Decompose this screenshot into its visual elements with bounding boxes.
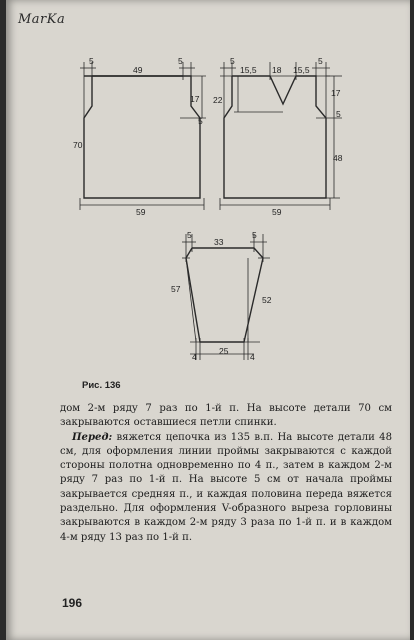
sleeve-bottom-width: 25 — [219, 346, 229, 356]
instructions-text — [60, 402, 392, 545]
sleeve-offset-right: 5 — [252, 230, 257, 240]
front-neck-depth: 22 — [213, 95, 223, 105]
sleeve-top-width: 33 — [214, 237, 224, 247]
paragraph-back: дом 2-м ряду 7 раз по 1-й п. На высоте детали 70 см закрываются оставшиеся петли спинки. — [60, 403, 392, 429]
front-armhole-depth: 17 — [331, 88, 341, 98]
sleeve-bottom-offset-right: 4 — [250, 352, 255, 362]
back-armhole-shift: 5 — [198, 116, 203, 126]
figure-caption: Рис. 136 — [82, 380, 121, 391]
front-neck-width: 18 — [272, 65, 282, 75]
back-offset-left: 5 — [89, 56, 94, 66]
back-top-width: 49 — [133, 65, 143, 75]
front-piece — [213, 56, 343, 217]
sleeve-side-right: 52 — [262, 295, 272, 305]
front-shoulder-left: 15,5 — [240, 65, 257, 75]
paragraph-front — [60, 431, 392, 545]
back-piece — [73, 56, 206, 217]
front-bottom-width: 59 — [272, 207, 282, 217]
logo: MarKa — [18, 12, 66, 27]
sleeve-piece — [171, 230, 272, 362]
sleeve-offset-left: 5 — [187, 230, 192, 240]
back-height: 70 — [73, 140, 83, 150]
back-bottom-width: 59 — [136, 207, 146, 217]
paragraph-front-text: вяжется цепочка из 135 в.п. На высоте детали 48 см, для оформления линии проймы закрываются с каждой стороны полотна одновременно по 4 п., затем в каждом 2-м ряду 7 раз по 1-й п. На высоте 5 см от начала проймы закрывается средняя п., и каждая половина переда вяжется раздельно. Для оформления V-образного выреза горловины закрываются в каждом 2-м ряду 3 раза по 1-й п. и в каждом 4-м ряду 13 раз по 1-й п. — [60, 431, 392, 543]
front-offset-right: 5 — [318, 56, 323, 66]
front-armhole-shift: 5 — [336, 109, 341, 119]
front-side-height: 48 — [333, 153, 343, 163]
paragraph-lead: Перед: — [72, 431, 113, 443]
sleeve-side-left: 57 — [171, 284, 181, 294]
back-offset-right: 5 — [178, 56, 183, 66]
page-number: 196 — [62, 596, 83, 610]
front-shoulder-right: 15,5 — [293, 65, 310, 75]
front-offset-left: 5 — [230, 56, 235, 66]
back-armhole-depth: 17 — [190, 94, 200, 104]
sleeve-bottom-offset-left: 4 — [192, 352, 197, 362]
